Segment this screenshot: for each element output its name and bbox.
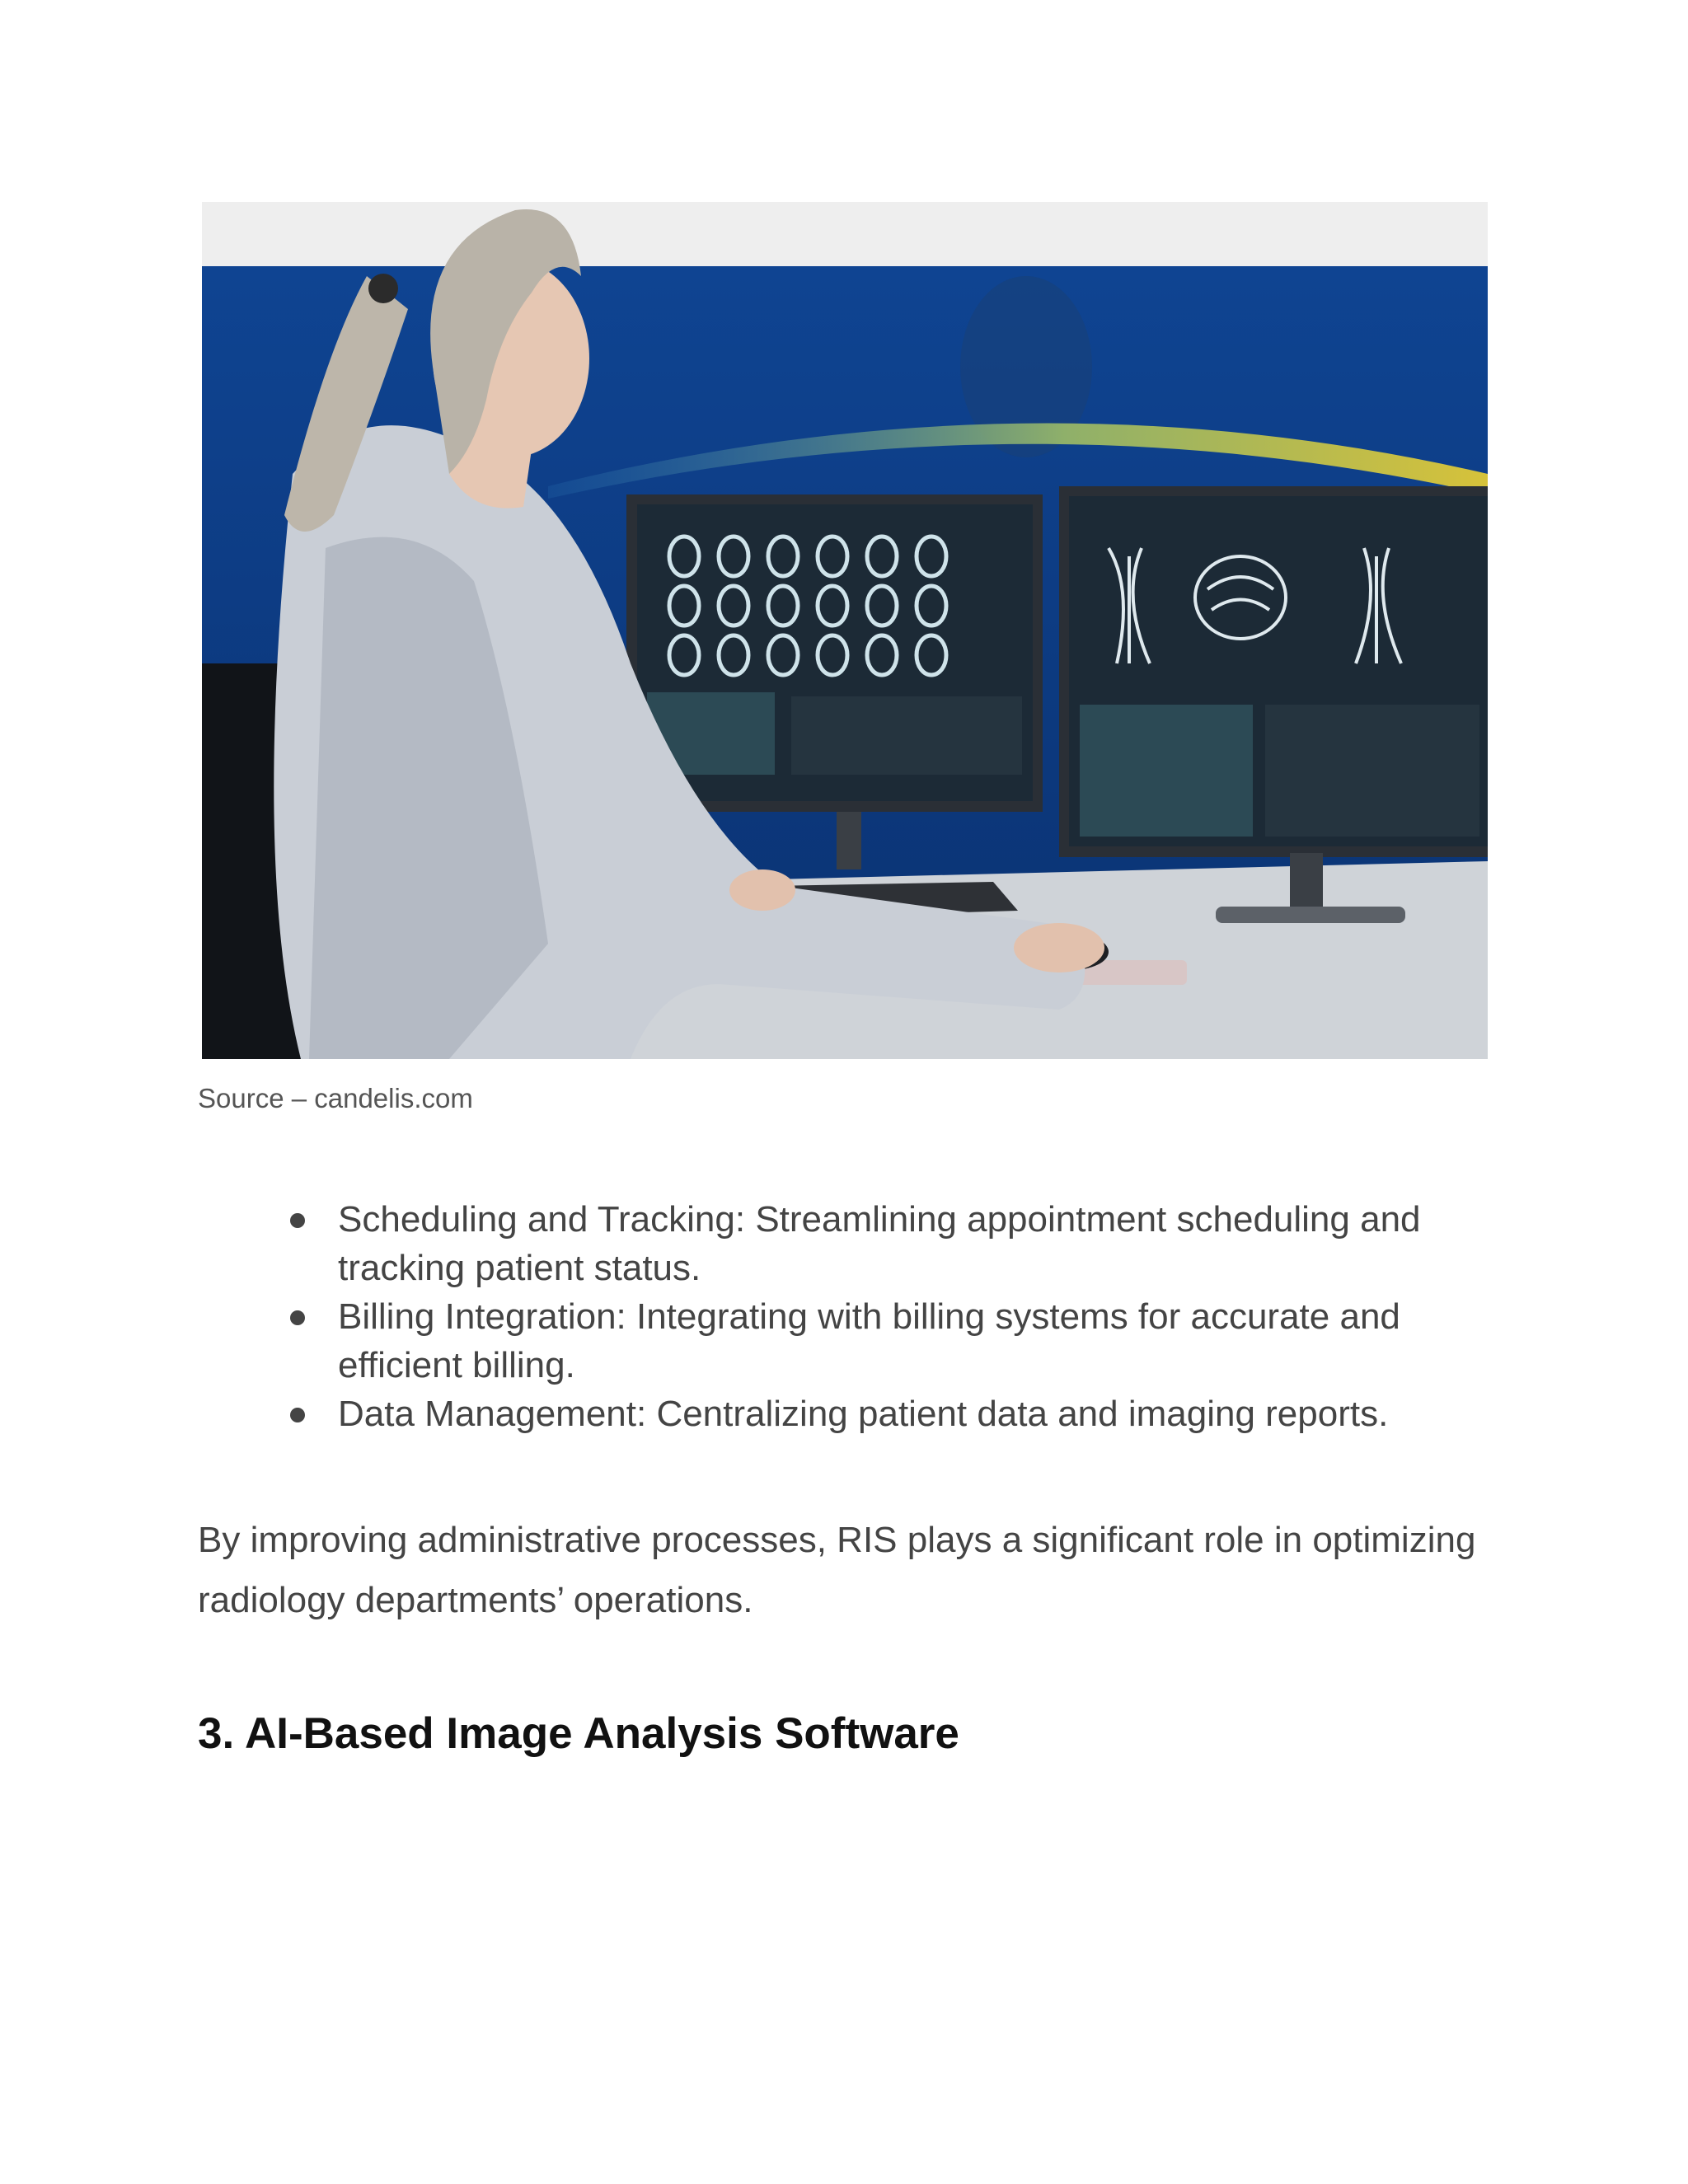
section-heading: 3. AI-Based Image Analysis Software [198,1709,959,1758]
list-item-text: Scheduling and Tracking: Streamlining appointment scheduling and tracking patient status. [338,1199,1421,1288]
radiologist-photo-illustration [202,202,1488,1059]
body-paragraph: By improving administrative processes, RIS plays a significant role in optimizing radiology departments’ operations. [198,1520,1476,1620]
list-item-text: Billing Integration: Integrating with billing systems for accurate and efficient billing. [338,1296,1400,1385]
image-caption: Source – candelis.com [198,1083,473,1113]
bullet-icon [290,1310,305,1325]
list-item [198,1390,1492,1438]
bullet-icon [290,1213,305,1228]
article-photo [202,202,1488,1059]
list-item [198,1195,1492,1292]
feature-list [198,1195,1492,1438]
list-item-text: Data Management: Centralizing patient data and imaging reports. [338,1394,1389,1434]
bullet-icon [290,1408,305,1422]
list-item [198,1292,1492,1390]
